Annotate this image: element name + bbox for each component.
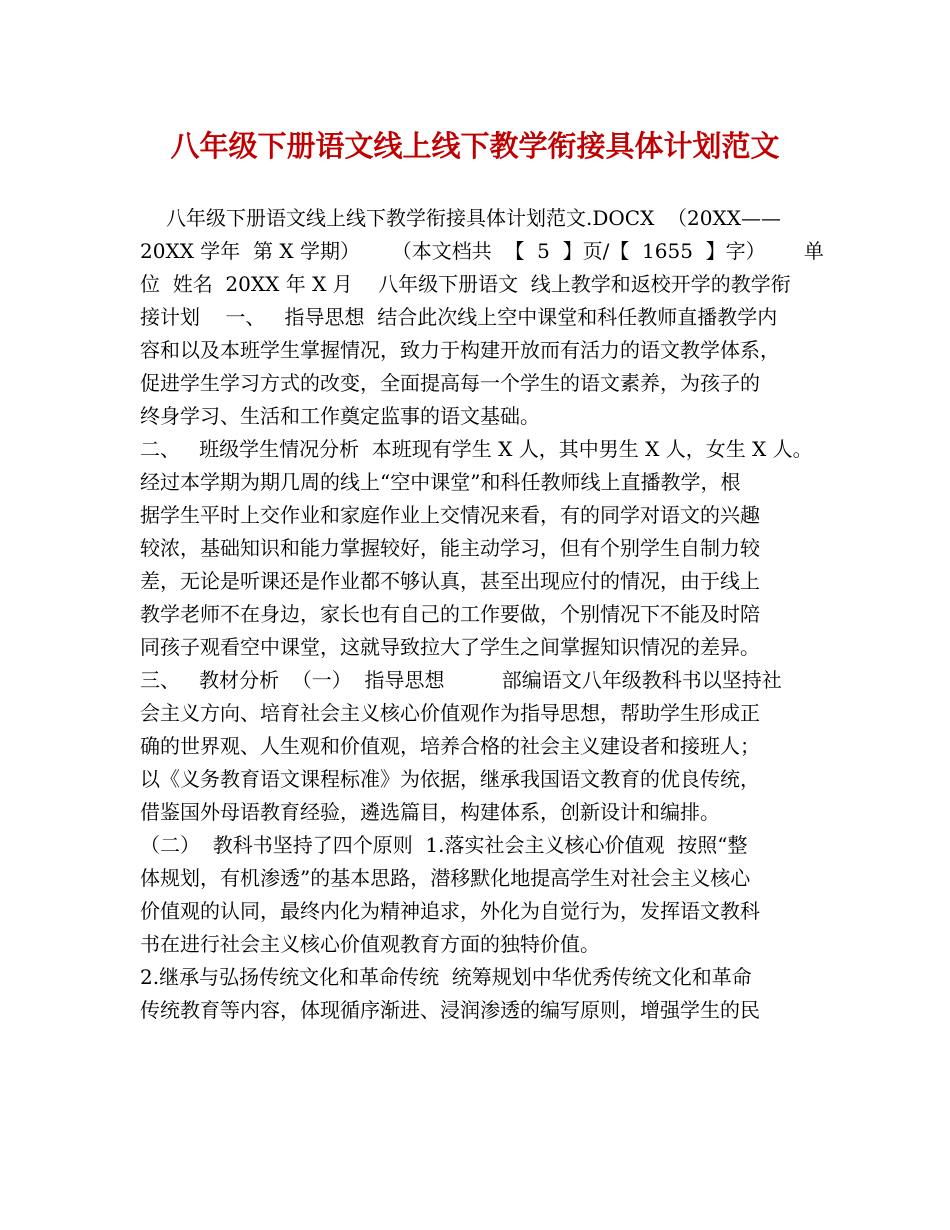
document-title: 八年级下册语文线上线下教学衔接具体计划范文: [170, 129, 780, 163]
text-line: 同孩子观看空中课堂，这就导致拉大了学生之间掌握知识情况的差异。: [140, 635, 760, 659]
text-line: 书在进行社会主义核心价值观教育方面的独特价值。: [140, 932, 600, 956]
text-line: 确的世界观、人生观和价值观，培养合格的社会主义建设者和接班人；: [140, 734, 760, 758]
text-line: 体规划，有机渗透”的基本思路，潜移默化地提高学生对社会主义核心: [140, 866, 751, 890]
text-line: 终身学习、生活和工作奠定监事的语文基础。: [140, 404, 540, 428]
text-line: 20XX 学年 第 X 学期） （本文档共 【 5 】页/【 1655 】字） 单: [140, 239, 824, 263]
text-line: 经过本学期为期几周的线上“空中课堂”和科任教师线上直播教学，根: [140, 470, 741, 494]
text-line: 以《义务教育语文课程标准》为依据，继承我国语文教育的优良传统，: [140, 767, 760, 791]
text-line: 容和以及本班学生掌握情况，致力于构建开放而有活力的语文教学体系，: [140, 338, 780, 362]
text-line: 接计划 一、 指导思想 结合此次线上空中课堂和科任教师直播教学内: [140, 305, 778, 329]
text-line: 教学老师不在身边，家长也有自己的工作要做，个别情况下不能及时陪: [140, 602, 760, 626]
text-line: 价值观的认同，最终内化为精神追求，外化为自觉行为，发挥语文教科: [140, 899, 760, 923]
text-line: 传统教育等内容，体现循序渐进、浸润渗透的编写原则，增强学生的民: [140, 998, 760, 1022]
text-line: （二） 教科书坚持了四个原则 1.落实社会主义核心价值观 按照“整: [140, 833, 748, 857]
text-line: 2.继承与弘扬传统文化和革命传统 统筹规划中华优秀传统文化和革命: [140, 965, 752, 989]
text-line: 二、 班级学生情况分析 本班现有学生 X 人，其中男生 X 人，女生 X 人。: [140, 437, 813, 461]
text-line: 促进学生学习方式的改变，全面提高每一个学生的语文素养，为孩子的: [140, 371, 760, 395]
text-line: 位 姓名 20XX 年 X 月 八年级下册语文 线上教学和返校开学的教学衔: [140, 272, 791, 296]
document-body: [140, 202, 830, 1027]
text-line: 三、 教材分析 （一） 指导思想 部编语文八年级教科书以坚持社: [140, 668, 782, 692]
text-line: 差，无论是听课还是作业都不够认真，甚至出现应付的情况，由于线上: [140, 569, 760, 593]
text-line: 八年级下册语文线上线下教学衔接具体计划范文.DOCX （20XX——: [166, 206, 781, 230]
text-line: 借鉴国外母语教育经验，遴选篇目，构建体系，创新设计和编排。: [140, 800, 720, 824]
text-line: 据学生平时上交作业和家庭作业上交情况来看，有的同学对语文的兴趣: [140, 503, 760, 527]
text-line: 会主义方向、培育社会主义核心价值观作为指导思想，帮助学生形成正: [140, 701, 760, 725]
text-line: 较浓，基础知识和能力掌握较好，能主动学习，但有个别学生自制力较: [140, 536, 760, 560]
